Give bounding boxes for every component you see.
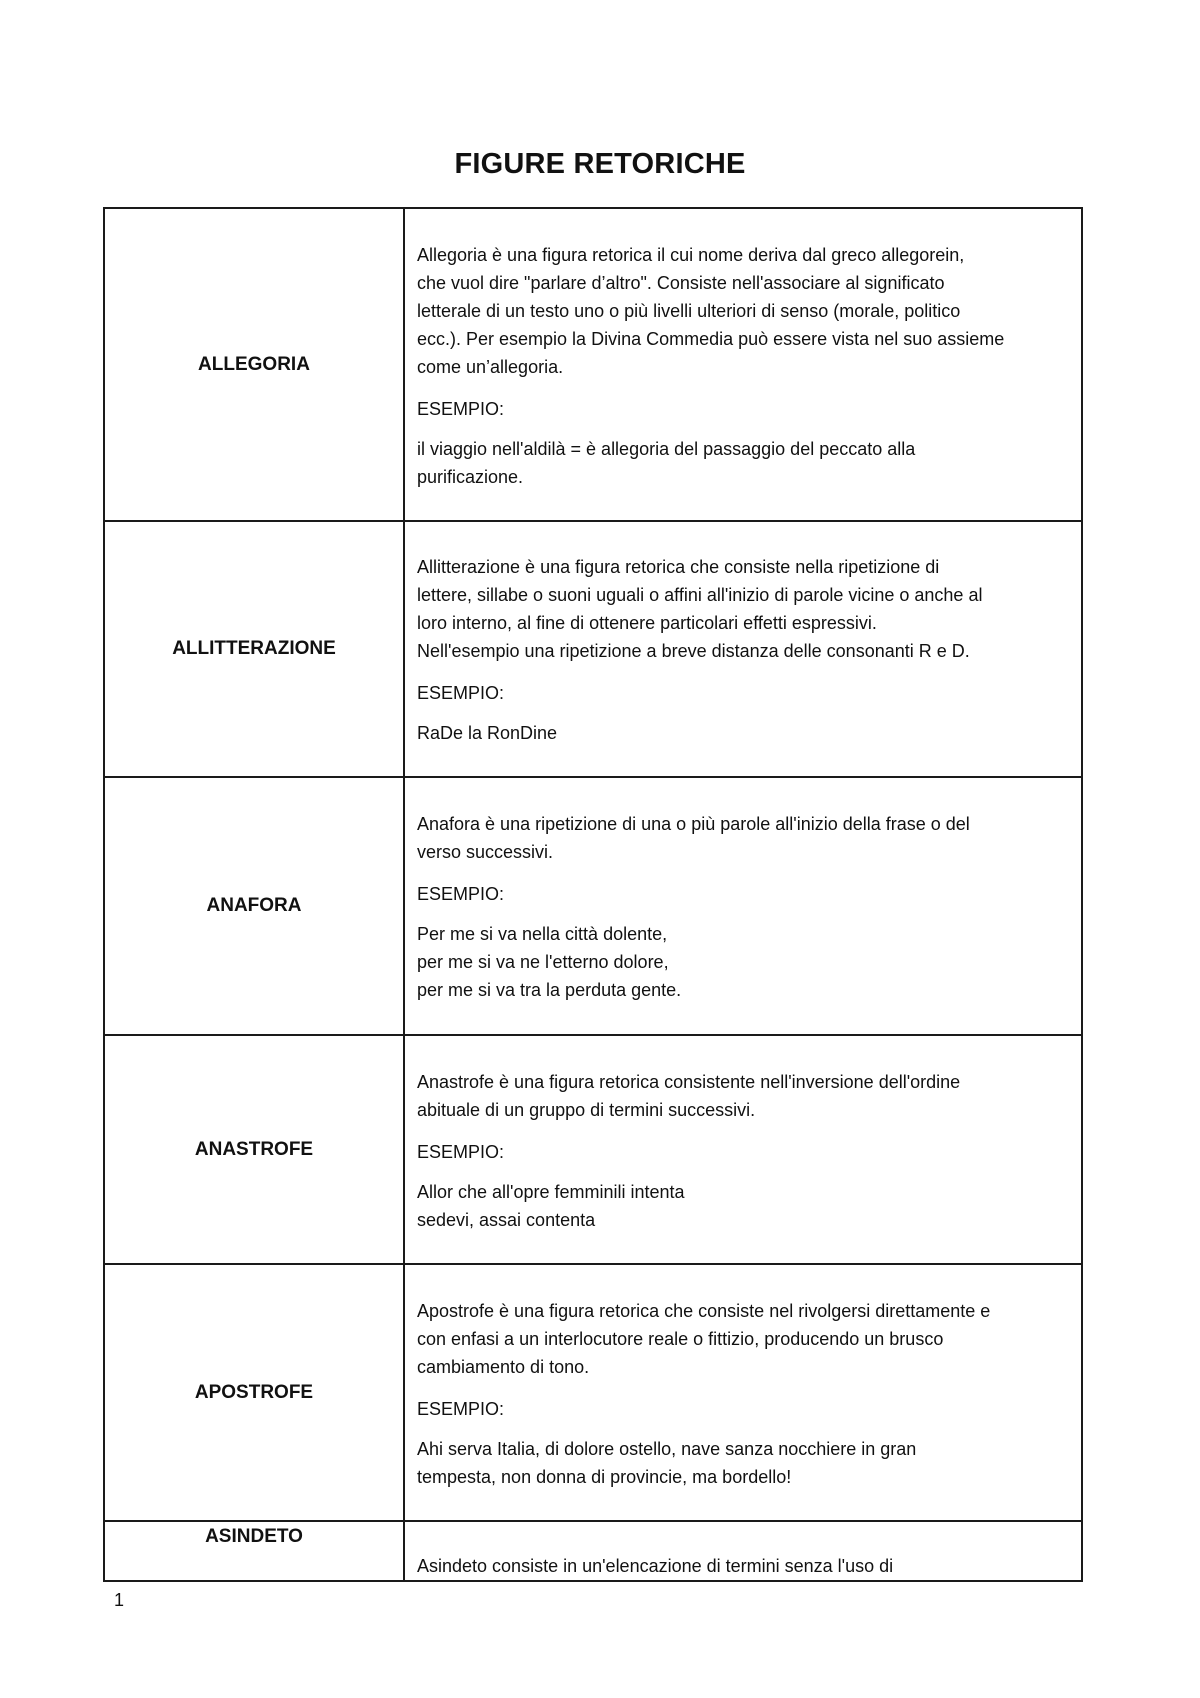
definition-cell [404,521,1082,777]
rhetoric-figures-table [103,207,1083,1582]
term-cell: ASINDETO [104,1521,404,1581]
definition-cell [404,1521,1082,1581]
definition-text: Apostrofe è una figura retorica che consiste nel rivolgersi direttamente e con enfasi a un interlocutore reale o fittizio, producendo un brusco cambiamento di tono. [417,1300,991,1377]
table-row [104,777,1082,1035]
example-label: ESEMPIO: [417,1141,505,1162]
page-number: 1 [114,1590,125,1610]
page-title: FIGURE RETORICHE [454,148,746,180]
table-row [104,208,1082,521]
example-label: ESEMPIO: [417,884,505,904]
definition-cell [404,777,1082,1035]
example-text: RaDe la RonDine [417,723,558,743]
example-text: Per me si va nella città dolente, per me si va ne l'etterno dolore, per me si va tra la perduta gente. [417,924,682,1000]
table-row [104,1264,1082,1521]
table-row [104,1521,1082,1581]
example-text: Allor che all'opre femminili intenta sedevi, assai contenta [417,1181,685,1230]
term-cell: ALLITTERAZIONE [104,521,404,777]
example-label: ESEMPIO: [417,683,505,703]
definition-text: Asindeto consiste in un'elencazione di termini senza l'uso di [417,1556,894,1576]
table-row [104,521,1082,777]
example-text: Ahi serva Italia, di dolore ostello, nave sanza nocchiere in gran tempesta, non donna di provincie, ma bordello! [417,1438,917,1487]
definition-text: Allitterazione è una figura retorica che consiste nella ripetizione di lettere, sillabe o suoni uguali o affini all'inizio di parole vicine o anche al loro interno, al fine di ottenere particolari effetti espressivi. Nell'esempio una ripetizione a breve distanza delle consonanti R e D. [417,557,983,661]
term-cell: ANASTROFE [104,1035,404,1264]
definition-text: Anastrofe è una figura retorica consistente nell'inversione dell'ordine abituale di un gruppo di termini successivi. [417,1071,961,1120]
definition-cell [404,1035,1082,1264]
definition-cell [404,1264,1082,1521]
example-label: ESEMPIO: [417,1398,505,1419]
example-text: il viaggio nell'aldilà = è allegoria del passaggio del peccato alla purificazione. [417,438,916,487]
definition-text: Anafora è una ripetizione di una o più parole all'inizio della frase o del verso successivi. [417,814,970,862]
table-row [104,1035,1082,1264]
example-label: ESEMPIO: [417,398,505,419]
definition-cell [404,208,1082,521]
term-cell: ANAFORA [104,777,404,1035]
term-cell: ALLEGORIA [104,208,404,521]
definition-text: Allegoria è una figura retorica il cui nome deriva dal greco allegorein, che vuol dire "parlare d’altro". Consiste nell'associare al significato letterale di un testo uno o più livelli ulteriori di senso (morale, politico ecc.). Per esempio la Divina Commedia può essere vista nel suo assieme come un’allegoria. [417,244,1005,377]
term-cell: APOSTROFE [104,1264,404,1521]
